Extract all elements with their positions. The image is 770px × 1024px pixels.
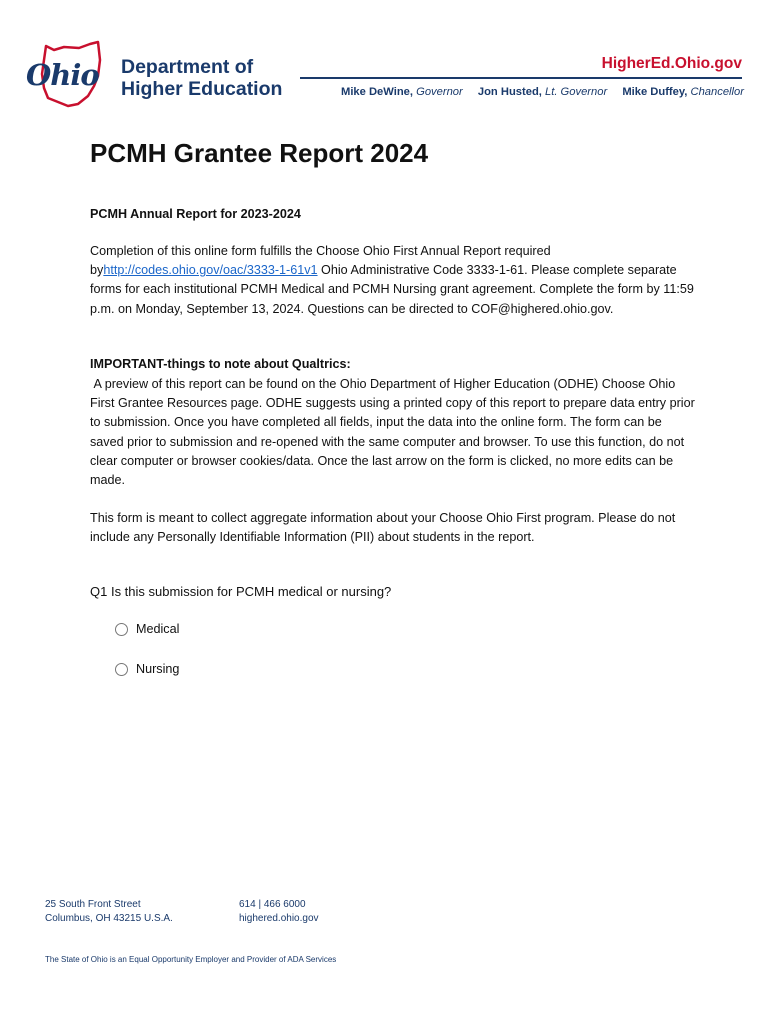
department-line-2: Higher Education [121,78,283,100]
important-paragraph: A preview of this report can be found on the Ohio Department of Higher Education (ODHE) Choose Ohio First Grantee Resources page. ODHE suggests using a printed copy of this report to prepare data entry prior to submission. Once you have completed all fields, input the data into the online form. The form can be saved prior to submission and re-opened with the same computer and browser. To use this function, do not clear computer or browser cookies/data. Once the last arrow on the form is clicked, no more edits can be made. [90,377,699,488]
address-line-1: 25 South Front Street [45,899,141,910]
radio-button[interactable] [115,663,128,676]
footer-phone: 614 | 466 6000 [239,899,306,910]
report-subtitle: PCMH Annual Report for 2023-2024 [90,207,301,221]
oac-link[interactable]: http://codes.ohio.gov/oac/3333-1-61v1 [103,263,318,278]
department-line-1: Department of [121,56,254,78]
address-line-2: Columbus, OH 43215 U.S.A. [45,913,173,924]
official-chancellor: Mike Duffey, Chancellor [622,86,744,98]
option-nursing[interactable] [115,662,179,676]
officials-line [341,86,744,98]
radio-button[interactable] [115,623,128,636]
option-medical[interactable] [115,622,179,636]
pii-note: This form is meant to collect aggregate information about your Choose Ohio First program. Please do not include any Personally Identifiable Information (PII) about students in the report. [90,511,676,545]
official-governor: Mike DeWine, Governor [341,86,463,98]
option-label: Nursing [136,662,180,676]
department-name [121,56,282,100]
equal-opportunity-note: The State of Ohio is an Equal Opportunity Employer and Provider of ADA Services [45,955,337,964]
option-label: Medical [136,622,180,636]
intro-paragraph: Completion of this online form fulfills the Choose Ohio First Annual Report required byhttp://codes.ohio.gov/oac/3333-1-61v1 Ohio Administrative Code 3333-1-61. Please complete separate forms for each institutional PCMH Medical and PCMH Nursing grant agreement. Complete the form by 11:59 p.m. on Monday, September 13, 2024. Questions can be directed to COF@highered.ohio.gov. [90,244,694,316]
page-title: PCMH Grantee Report 2024 [90,138,429,168]
footer-contact [239,898,319,926]
header-divider [300,77,742,79]
site-url[interactable]: HigherEd.Ohio.gov [601,55,742,72]
ohio-logo [24,40,116,110]
important-heading: IMPORTANT-things to note about Qualtrics: [90,357,351,371]
footer-web[interactable]: highered.ohio.gov [239,913,319,924]
question-q1: Q1 Is this submission for PCMH medical or nursing? [90,584,392,599]
ohio-logo-wordmark: Ohio [26,58,99,92]
footer-address [45,898,173,926]
official-lt-governor: Jon Husted, Lt. Governor [477,86,608,98]
